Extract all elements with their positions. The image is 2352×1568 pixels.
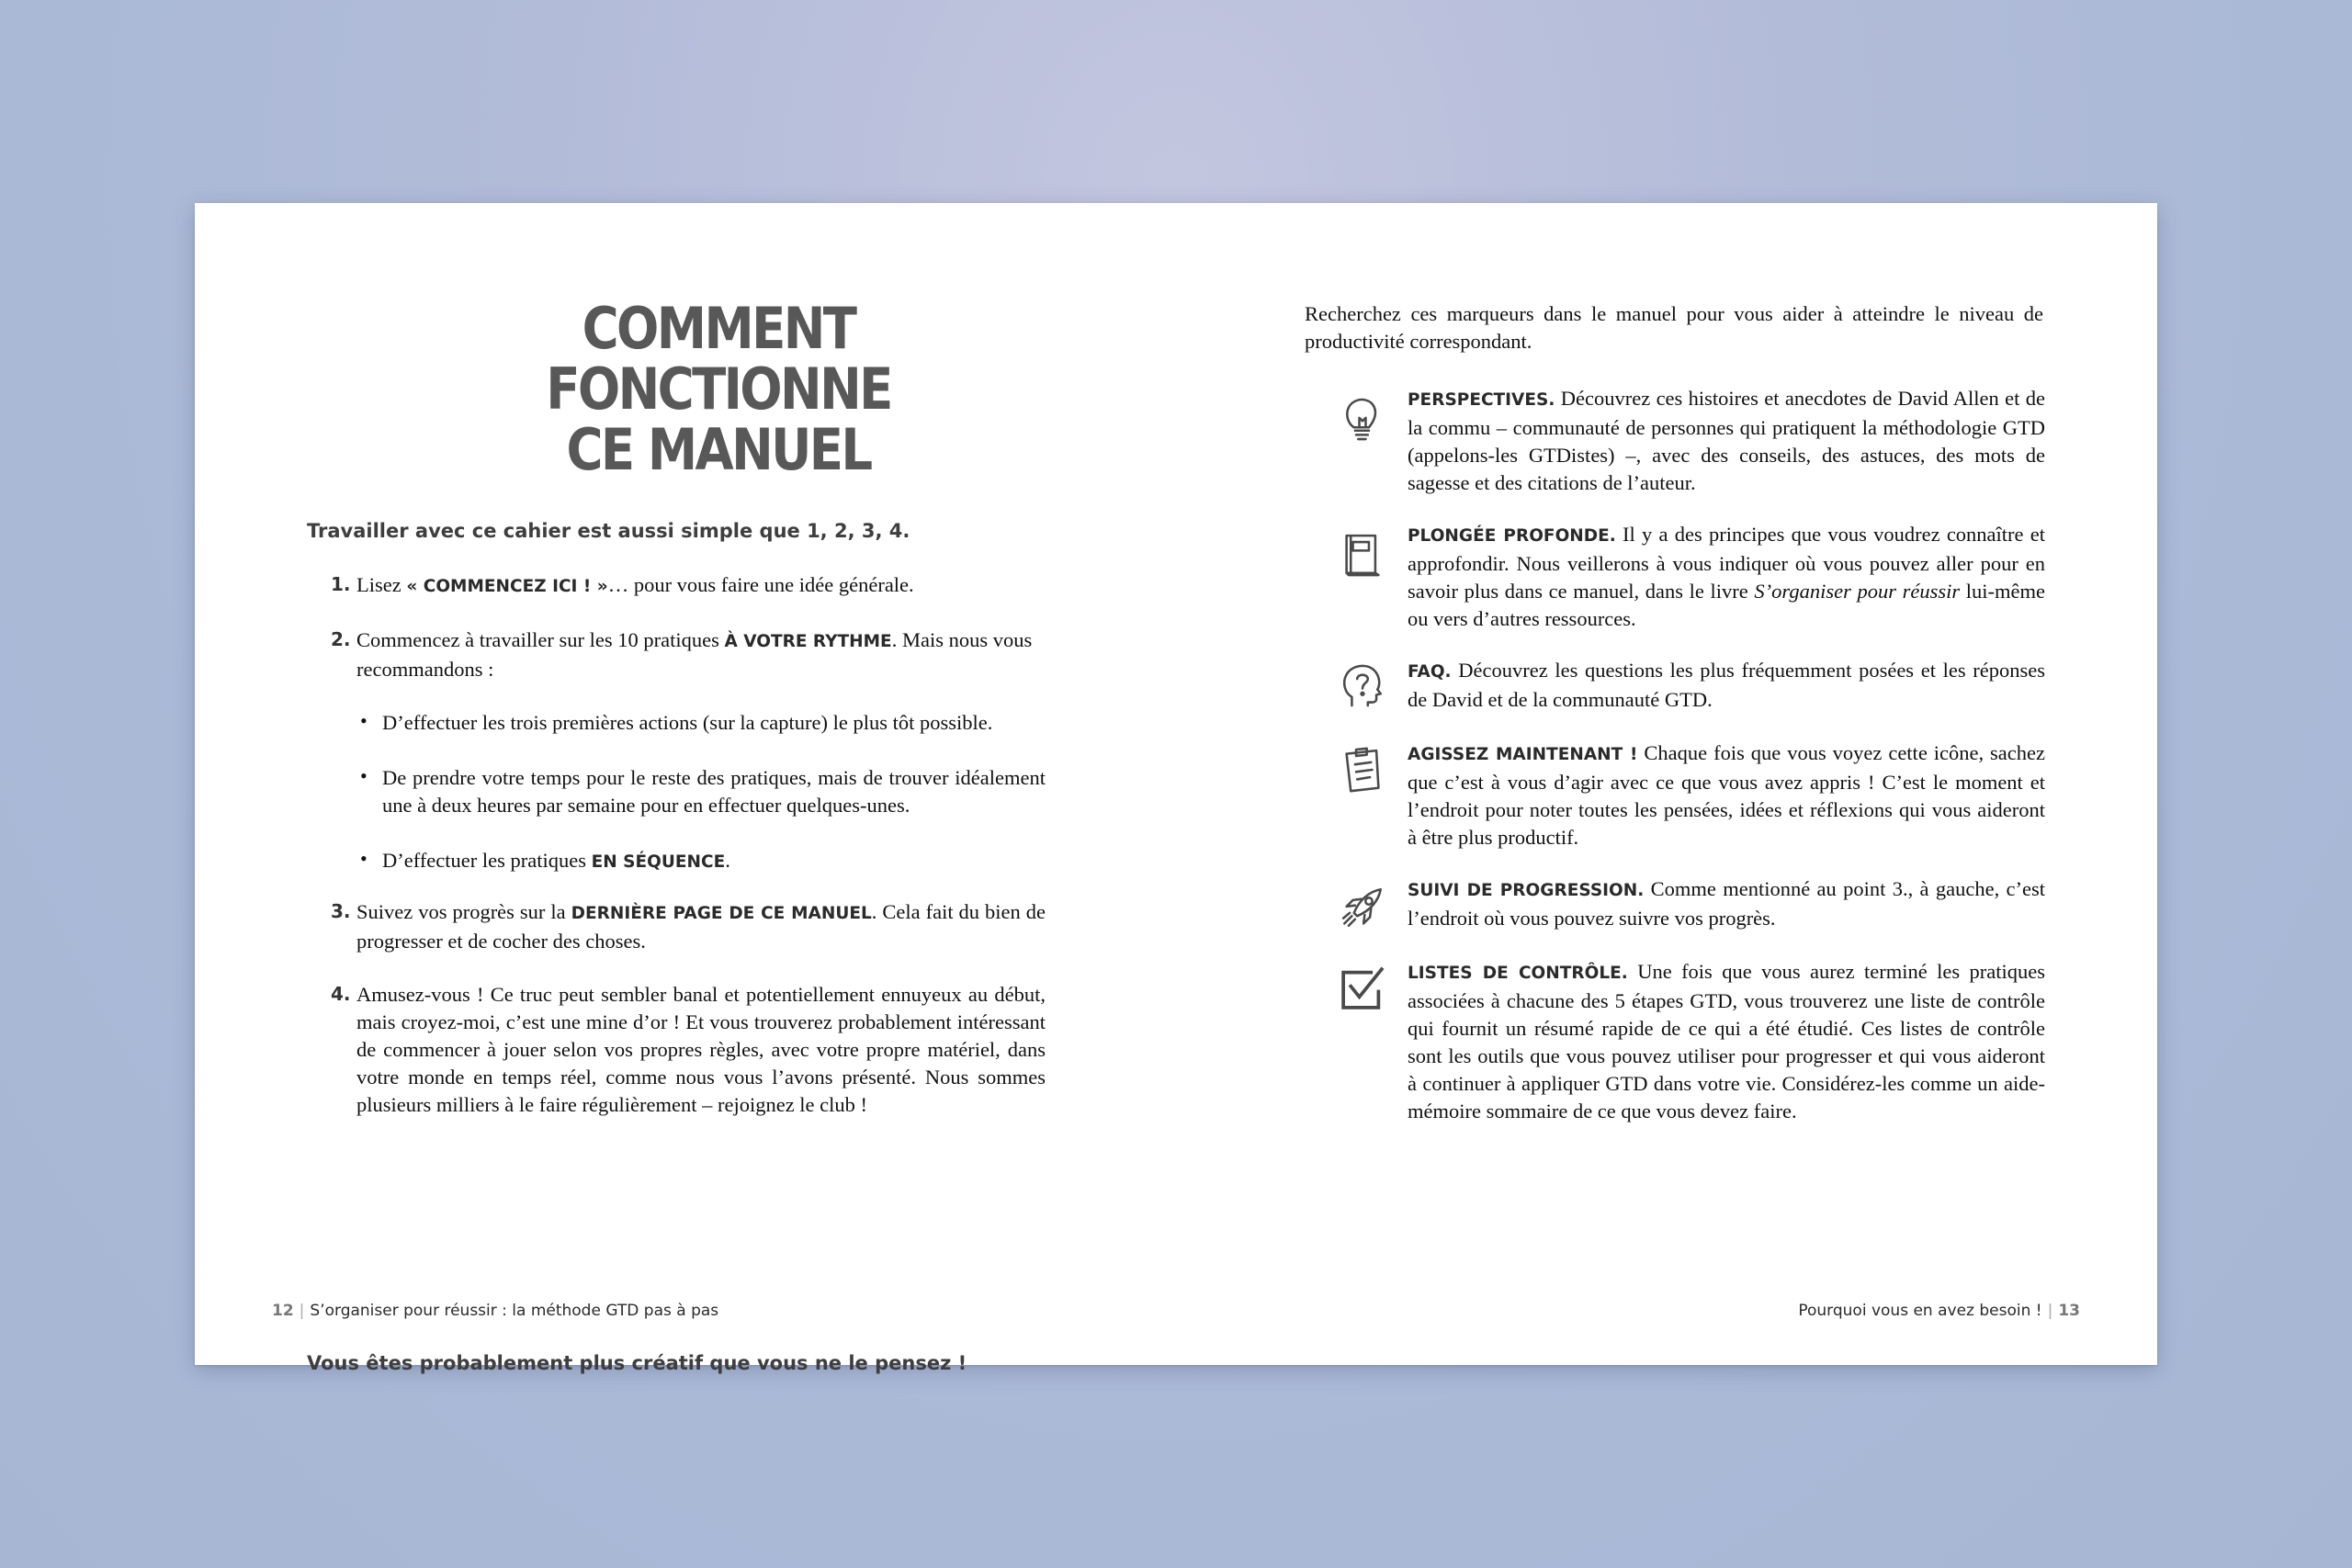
bullet-3: D’effectuer les pratiques EN SÉQUENCE. — [382, 849, 730, 872]
step-4: Amusez-vous ! Ce truc peut sembler banal et potentiellement ennuyeux au début, mais croyez-moi, c’est une mine d’or ! Et vous trouverez probablement intéressant de commencer à jouer selon vos propres règles, avec votre propre matériel, dans votre monde en temps réel, comme nous vous l’avons présenté. Nous sommes plusieurs milliers à le faire régulièrement – rejoignez le club ! — [356, 983, 1046, 1116]
right-running-title: Pourquoi vous en avez besoin ! — [1798, 1302, 2042, 1320]
marker-act-now-label: AGISSEZ MAINTENANT ! — [1408, 745, 1638, 764]
checkbox-icon — [1336, 962, 1389, 1015]
book-icon — [1336, 528, 1389, 581]
marker-perspectives-label: PERSPECTIVES. — [1408, 390, 1555, 410]
marker-checklists-label: LISTES DE CONTRÔLE. — [1408, 964, 1628, 983]
marker-progress-label: SUIVI DE PROGRESSION. — [1408, 881, 1645, 900]
left-running-title: S’organiser pour réussir : la méthode GTD pas à pas — [310, 1302, 719, 1320]
footer-separator: | — [2047, 1302, 2053, 1320]
step-2: Commencez à travailler sur les 10 pratiques À VOTRE RYTHME. Mais nous vous recommandons : — [356, 628, 1033, 681]
title-line-1: COMMENT FONCTIONNE — [546, 295, 891, 423]
marker-deep-dive-label: PLONGÉE PROFONDE. — [1408, 526, 1616, 546]
lightbulb-icon — [1336, 392, 1389, 446]
step-3-number: 3. — [331, 900, 351, 922]
intro-text: Recherchez ces marqueurs dans le manuel pour vous aider à atteindre le niveau de productivité correspondant. — [1305, 302, 2043, 353]
step-4-number: 4. — [331, 983, 351, 1005]
bullet-1: D’effectuer les trois premières actions (sur la capture) le plus tôt possible. — [382, 711, 993, 734]
left-footer — [272, 1302, 718, 1320]
rocket-icon — [1336, 881, 1389, 934]
marker-checklists-text: Une fois que vous aurez terminé les pratiques associées à chacune des 5 étapes GTD, vous trouverez une liste de contrôle qui fournit un résumé rapide de ce qui a été étudié. Ces listes de contrôle sont les outils que vous pouvez utiliser pour progresser et qui vous aideront à continuer à appliquer GTD dans votre vie. Considérez-les comme un aide-mémoire sommaire de ce que vous devez faire. — [1408, 960, 2045, 1122]
right-footer — [1798, 1302, 2080, 1320]
left-page-number: 12 — [272, 1302, 294, 1320]
bullet-2-symbol: • — [360, 764, 368, 787]
marker-faq-label: FAQ. — [1408, 662, 1452, 682]
lead-text: Travailler avec ce cahier est aussi simple que 1, 2, 3, 4. — [307, 520, 910, 542]
marker-progress-text: Comme mentionné au point 3., à gauche, c’est l’endroit où vous pouvez suivre vos progrès. — [1408, 877, 2046, 930]
clipboard-icon — [1336, 743, 1389, 796]
right-page-number: 13 — [2058, 1302, 2080, 1320]
closing-text: Vous êtes probablement plus créatif que vous ne le pensez ! — [307, 1352, 967, 1374]
title-line-2: CE MANUEL — [566, 416, 871, 483]
book-title: S’organiser pour réussir — [1754, 580, 1961, 603]
bullet-1-symbol: • — [360, 709, 368, 732]
question-head-icon — [1336, 659, 1389, 712]
marker-deep-dive-text: Il y a des principes que vous voudrez connaître et approfondir. Nous veillerons à vous indiquer où vous pouvez aller pour en savoir plus dans ce manuel, dans le livre — [1408, 523, 2045, 603]
bullet-3-symbol: • — [360, 847, 368, 870]
bullet-2: De prendre votre temps pour le reste des pratiques, mais de trouver idéalement une à deux heures par semaine pour en effectuer quelques-unes. — [382, 766, 1046, 817]
step-1: Lisez « COMMENCEZ ICI ! »… pour vous faire une idée générale. — [356, 573, 914, 596]
marker-faq-text: Découvrez les questions les plus fréquemment posées et les réponses de David et de la communauté GTD. — [1408, 659, 2045, 711]
marker-perspectives-text: Découvrez ces histoires et anecdotes de David Allen et de la commu – communauté de personnes qui pratiquent la méthodologie GTD (appelons-les GTDistes) –, avec des conseils, des astuces, des mots de sagesse et des citations de l’auteur. — [1408, 387, 2045, 494]
book-spread: COMMENT FONCTIONNE CE MANUEL Travailler avec ce cahier est aussi simple que 1, 2, 3, 4. 1. Lisez « COMMENCEZ ICI ! »… pour vous faire une idée générale. 2. Commencez à travailler sur les 10 pratiques À VOTRE RYTHME. Mais nous vous recommandons : • D’effectuer les trois premières actions (sur la capture) le plus tôt possible. • De prendre votre temps pour le reste des pratiques, mais de trouver idéalement une à deux heures par semaine pour en effectuer quelques-unes. • D’effectuer les pratiques EN SÉQUENCE. 3. Suivez vos progrès sur la DERNIÈRE PAGE DE CE MANUEL. Cela fait du bien de progresser et de cocher des choses. 4. Amusez-vous ! Ce truc peut sembler banal et potentiellement ennuyeux au début, mais croyez-moi, c’est une mine d’or ! Et vous trouverez probablement intéressant de commencer à jouer selon vos propres règles, avec votre propre matériel, dans votre monde en temps réel, comme nous vous l’avons présenté. Nous sommes plusieurs milliers à le faire régulièrement – rejoignez le club ! Vous êtes probablement plus créatif que vous ne le pensez ! 12 | S’organiser pour réussir : la méthode GTD pas à pas Recherchez ces marqueurs dans le manuel pour vous aider à atteindre le niveau de productivité correspondant. PERSPECTIVES. Découvrez ces histoires et anecdotes de David Allen et de la commu – communauté de personnes qui pratiquent la méthodologie GTD (appelons-les GTDistes) –, avec des conseils, des astuces, des mots de sagesse et des citations de l’auteur. PLONGÉE PROFONDE. Il y a des principes que vous voudrez connaître et approfondir. Nous veillerons à vous indiquer où vous pouvez aller pour en savoir plus dans ce manuel, dans le livre S’organiser pour réussir lui-même ou vers d’autres ressources. FAQ. Découvrez les questions les plus fréquemment posées et les réponses de David et de la communauté GTD. AGISSEZ MAINTENANT ! Chaque fois que vous voyez cette icône, sachez que c’est à vous d’agir avec ce que vous avez appris ! C’est le moment et l’endroit pour noter toutes les pensées, idées et réflexions qui vous aideront à être plus productif. SUIVI DE PROGRESSION. Comme mentionné au point 3., à gauche, c’est l’endroit où vous pouvez suivre vos progrès. LISTES DE CONTRÔLE. Une fois que vous aurez terminé les pratiques associées à chacune des 5 étapes GTD, vous trouverez une liste de contrôle qui fournit un résumé rapide de ce qui a été étudié. Ces listes de contrôle sont les outils que vous pouvez utiliser pour progresser et qui vous aideront à continuer à appliquer GTD dans votre vie. Considérez-les comme un aide-mémoire sommaire de ce que vous devez faire. Pourquoi vous en avez besoin ! | 13 — [195, 203, 2157, 1365]
step-2-number: 2. — [331, 628, 351, 650]
step-1-number: 1. — [331, 573, 351, 595]
marker-act-now-text: Chaque fois que vous voyez cette icône, sachez que c’est à vous d’agir avec ce que vous avez appris ! C’est le moment et l’endroit pour noter toutes les pensées, idées et réflexions qui vous aideront à être plus productif. — [1408, 741, 2045, 849]
step-3: Suivez vos progrès sur la DERNIÈRE PAGE DE CE MANUEL. Cela fait du bien de progresser et de cocher des choses. — [356, 900, 1046, 953]
page-title — [412, 295, 1026, 483]
footer-separator: | — [299, 1302, 305, 1320]
